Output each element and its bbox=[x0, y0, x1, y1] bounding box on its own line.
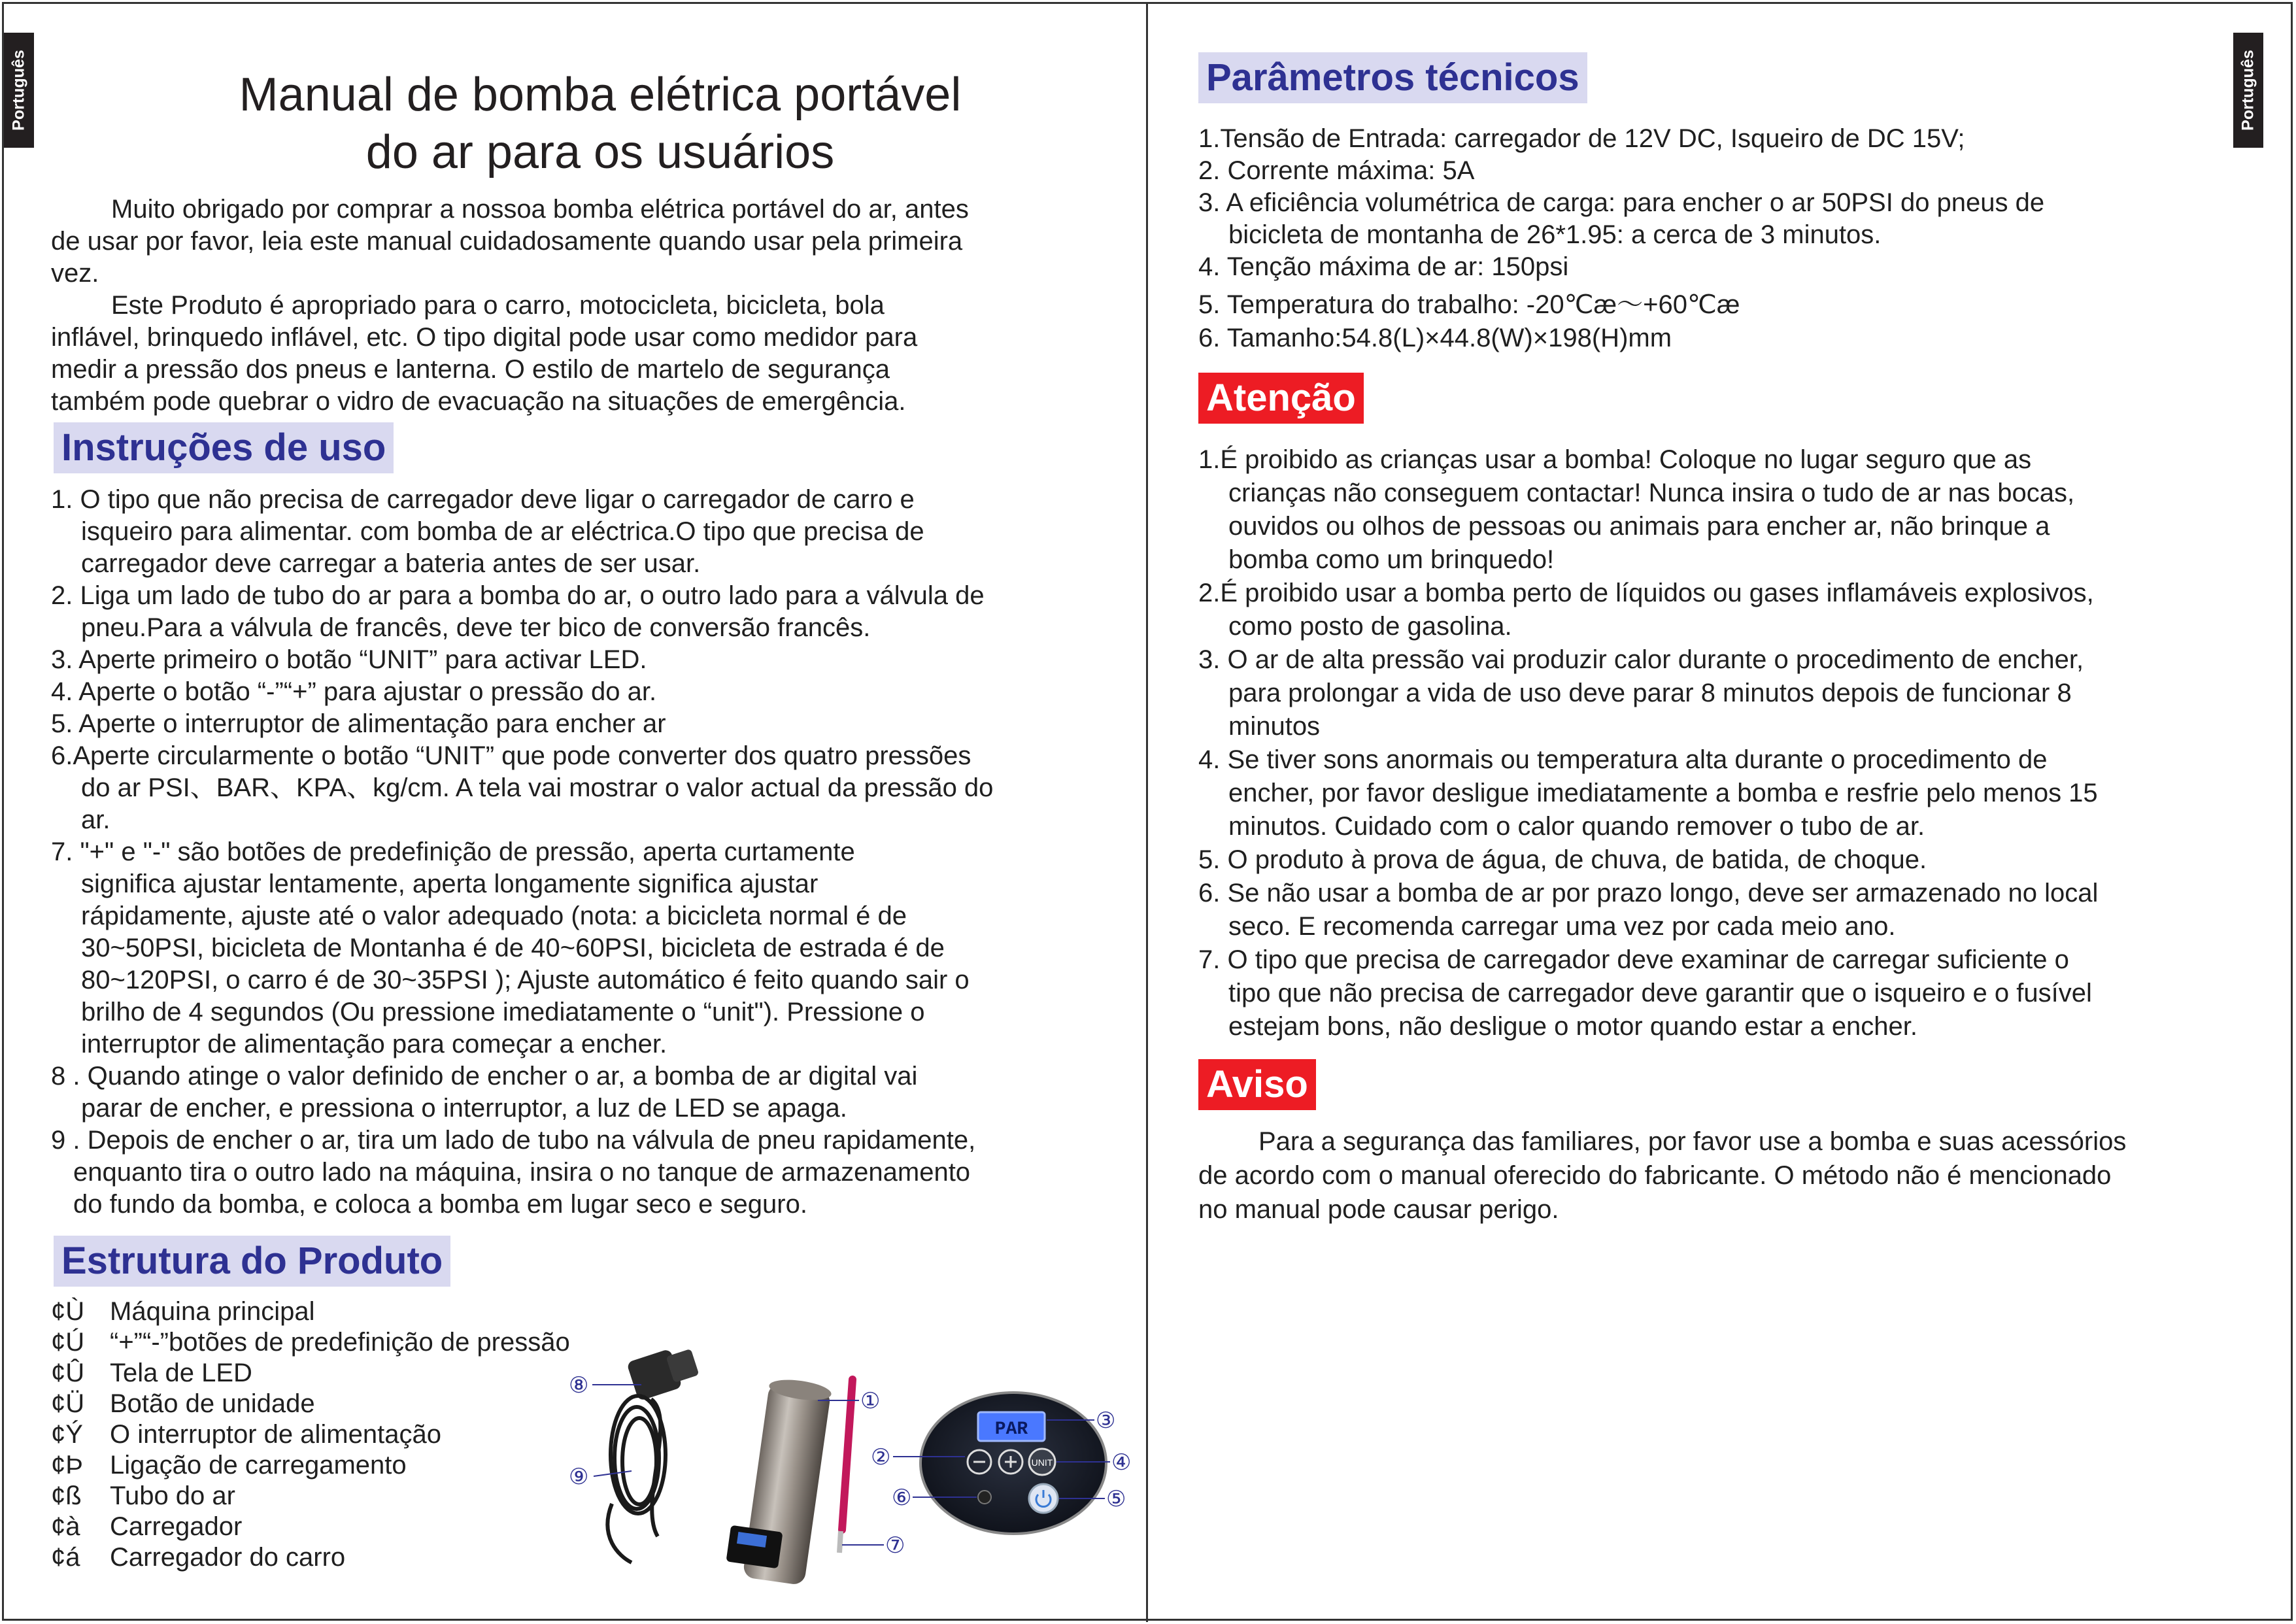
list-item: 6.Aperte circularmente o botão “UNIT” que pode converter dos quatro pressões bbox=[51, 741, 971, 770]
list-item: tipo que não precisa de carregador deve garantir que o isqueiro e o fusível bbox=[1228, 979, 2092, 1007]
list-item: 6. Se não usar a bomba de ar por prazo longo, deve ser armazenado no local bbox=[1198, 879, 2099, 907]
list-item: parar de encher, e pressiona o interruptor, a luz de LED se apaga. bbox=[81, 1094, 847, 1123]
list-item: carregador deve carregar a bateria antes de ser usar. bbox=[81, 549, 701, 578]
lcd-readout: PAR bbox=[994, 1419, 1028, 1440]
list-item: ¢ß Tubo do ar bbox=[51, 1481, 235, 1510]
list-item: ouvidos ou olhos de pessoas ou animais para encher ar, não brinque a bbox=[1228, 512, 2050, 541]
charger-icon bbox=[626, 1349, 699, 1402]
page-title-line2: do ar para os usuários bbox=[365, 126, 835, 178]
control-panel-icon bbox=[920, 1393, 1106, 1534]
list-item: seco. E recomenda carregar uma vez por cada meio ano. bbox=[1228, 912, 1896, 941]
list-item: 2. Corrente máxima: 5A bbox=[1198, 156, 1475, 185]
list-item: brilho de 4 segundos (Ou pressione imediatamente o “unit"). Pressione o bbox=[81, 998, 925, 1026]
list-item: ¢Ü Botão de unidade bbox=[51, 1389, 315, 1418]
callout-3: ③ bbox=[1096, 1408, 1116, 1434]
list-item: pneu.Para a válvula de francês, deve ter bico de conversão francês. bbox=[81, 613, 871, 642]
language-tab-right bbox=[2233, 33, 2263, 148]
list-item: estejam bons, não desligue o motor quando estar a encher. bbox=[1228, 1012, 1918, 1041]
list-item: significa ajustar lentamente, aperta longamente significa ajustar bbox=[81, 870, 819, 898]
callout-9: ⑨ bbox=[569, 1464, 589, 1490]
callout-7: ⑦ bbox=[885, 1532, 905, 1559]
cable-icon bbox=[607, 1396, 666, 1563]
unit-button-label: UNIT bbox=[1031, 1457, 1053, 1468]
structure-list bbox=[51, 1296, 570, 1573]
list-item: 4. Aperte o botão “-”“+” para ajustar o pressão do ar. bbox=[51, 677, 657, 706]
parameters-list bbox=[1198, 123, 2044, 354]
list-item: ¢à Carregador bbox=[51, 1512, 243, 1541]
list-item: 80~120PSI, o carro é de 30~35PSI ); Ajuste automático é feito quando sair o bbox=[81, 966, 970, 994]
intro-paragraph: Muito obrigado por comprar a nossoa bomba elétrica portável do ar, antes de usar por favor, leia este manual cuidadosamente quando usar pela primeira vez. Este Produto é apropriado para o carro, motocicleta, bicicleta, bola inflável, brinquedo inflável, etc. O tipo digital pode usar como medidor para medir a pressão dos pneus e lanterna. O estilo de martelo de segurança também pode quebrar o vidro de evacuação na situações de emergência. bbox=[51, 195, 969, 416]
list-item: 2.É proibido usar a bomba perto de líquidos ou gases inflamáveis explosivos, bbox=[1198, 579, 2094, 607]
list-item: crianças não conseguem contactar! Nunca insira o tudo de ar nas bocas, bbox=[1228, 479, 2075, 507]
list-item: interruptor de alimentação para começar a encher. bbox=[81, 1030, 667, 1058]
list-item: 8 . Quando atinge o valor definido de encher o ar, a bomba de ar digital vai bbox=[51, 1062, 918, 1091]
list-item: como posto de gasolina. bbox=[1228, 612, 1512, 641]
list-item: 5. O produto à prova de água, de chuva, de batida, de choque. bbox=[1198, 845, 1927, 874]
section-heading-parametros: Parâmetros técnicos bbox=[1198, 52, 1587, 103]
language-tab-label: Português bbox=[2238, 50, 2257, 131]
list-item: 2. Liga um lado de tubo do ar para a bomba do ar, o outro lado para a válvula de bbox=[51, 581, 985, 610]
list-item: enquanto tira o outro lado na máquina, insira o no tanque de armazenamento bbox=[73, 1158, 971, 1187]
callout-1: ① bbox=[860, 1388, 881, 1414]
callout-5: ⑤ bbox=[1106, 1486, 1126, 1512]
list-item: ¢Ý O interruptor de alimentação bbox=[51, 1420, 441, 1449]
list-item: ¢Û Tela de LED bbox=[51, 1359, 252, 1387]
list-item: 9 . Depois de encher o ar, tira um lado de tubo na válvula de pneu rapidamente, bbox=[51, 1126, 976, 1155]
list-item: minutos bbox=[1228, 712, 1321, 741]
air-tube-icon bbox=[839, 1379, 853, 1553]
list-item: encher, por favor desligue imediatamente a bomba e resfrie pelo menos 15 bbox=[1228, 779, 2098, 807]
list-item: 4. Se tiver sons anormais ou temperatura alta durante o procedimento de bbox=[1198, 745, 2048, 774]
callout-8: ⑧ bbox=[569, 1372, 589, 1398]
list-item: ¢Þ Ligação de carregamento bbox=[51, 1451, 407, 1480]
list-item: 6. Tamanho:54.8(L)×44.8(W)×198(H)mm bbox=[1198, 324, 1672, 352]
list-item: minutos. Cuidado com o calor quando remover o tubo de ar. bbox=[1228, 812, 1925, 841]
list-item: 4. Tenção máxima de ar: 150psi bbox=[1198, 252, 1569, 281]
list-item: do fundo da bomba, e coloca a bomba em lugar seco e seguro. bbox=[73, 1190, 807, 1219]
list-item: 1. O tipo que não precisa de carregador deve ligar o carregador de carro e bbox=[51, 485, 915, 514]
language-tab-label: Português bbox=[9, 50, 28, 131]
list-item: do ar PSI、BAR、KPA、kg/cm. A tela vai mostrar o valor actual da pressão do bbox=[81, 773, 994, 802]
page-title-line1: Manual de bomba elétrica portável bbox=[239, 69, 962, 121]
list-item: para prolongar a vida de uso deve parar 8 minutos depois de funcionar 8 bbox=[1228, 679, 2072, 707]
section-heading-estrutura: Estrutura do Produto bbox=[54, 1236, 450, 1287]
list-item: ¢á Carregador do carro bbox=[51, 1543, 346, 1572]
list-item: 1.É proibido as crianças usar a bomba! Coloque no lugar seguro que as bbox=[1198, 445, 2032, 474]
attention-list bbox=[1198, 443, 2098, 1043]
list-item: 5. Temperatura do trabalho: -20℃æ～+60℃æ bbox=[1198, 290, 1740, 319]
warning-paragraph: Para a segurança das familiares, por favor use a bomba e suas acessórios de acordo com o manual oferecido do fabricante. O método não é mencionado no manual pode causar perigo. bbox=[1198, 1127, 2127, 1224]
list-item: ¢Ú “+”“-”botões de predefinição de pressão bbox=[51, 1328, 570, 1357]
list-item: 3. O ar de alta pressão vai produzir calor durante o procedimento de encher, bbox=[1198, 645, 2084, 674]
callout-4: ④ bbox=[1111, 1449, 1132, 1476]
list-item: 30~50PSI, bicicleta de Montanha é de 40~60PSI, bicicleta de estrada é de bbox=[81, 934, 945, 962]
list-item: rápidamente, ajuste até o valor adequado (nota: a bicicleta normal é de bbox=[81, 902, 907, 930]
pump-body-icon bbox=[726, 1376, 832, 1585]
list-item: ar. bbox=[81, 805, 110, 834]
language-tab-left bbox=[4, 33, 34, 148]
list-item: bicicleta de montanha de 26*1.95: a cerca de 3 minutos. bbox=[1228, 220, 1882, 249]
product-illustration bbox=[560, 1340, 1207, 1589]
section-heading-instrucoes: Instruções de uso bbox=[54, 422, 394, 473]
list-item: 5. Aperte o interruptor de alimentação para encher ar bbox=[51, 709, 666, 738]
callout-6: ⑥ bbox=[892, 1485, 912, 1511]
list-item: bomba como um brinquedo! bbox=[1228, 545, 1555, 574]
callout-2: ② bbox=[871, 1444, 891, 1470]
list-item: 1.Tensão de Entrada: carregador de 12V DC, Isqueiro de DC 15V; bbox=[1198, 124, 1965, 153]
list-item: 7. "+" e "-" são botões de predefinição de pressão, aperta curtamente bbox=[51, 837, 855, 866]
list-item: 3. Aperte primeiro o botão “UNIT” para activar LED. bbox=[51, 645, 647, 674]
section-heading-atencao: Atenção bbox=[1198, 373, 1364, 424]
list-item: 3. A eficiência volumétrica de carga: para encher o ar 50PSI do pneus de bbox=[1198, 188, 2045, 217]
list-item: 7. O tipo que precisa de carregador deve examinar de carregar suficiente o bbox=[1198, 945, 2069, 974]
section-heading-aviso: Aviso bbox=[1198, 1059, 1316, 1110]
instructions-list bbox=[51, 484, 993, 1221]
list-item: ¢Ù Máquina principal bbox=[51, 1297, 315, 1326]
list-item: isqueiro para alimentar. com bomba de ar eléctrica.O tipo que precisa de bbox=[81, 517, 924, 546]
